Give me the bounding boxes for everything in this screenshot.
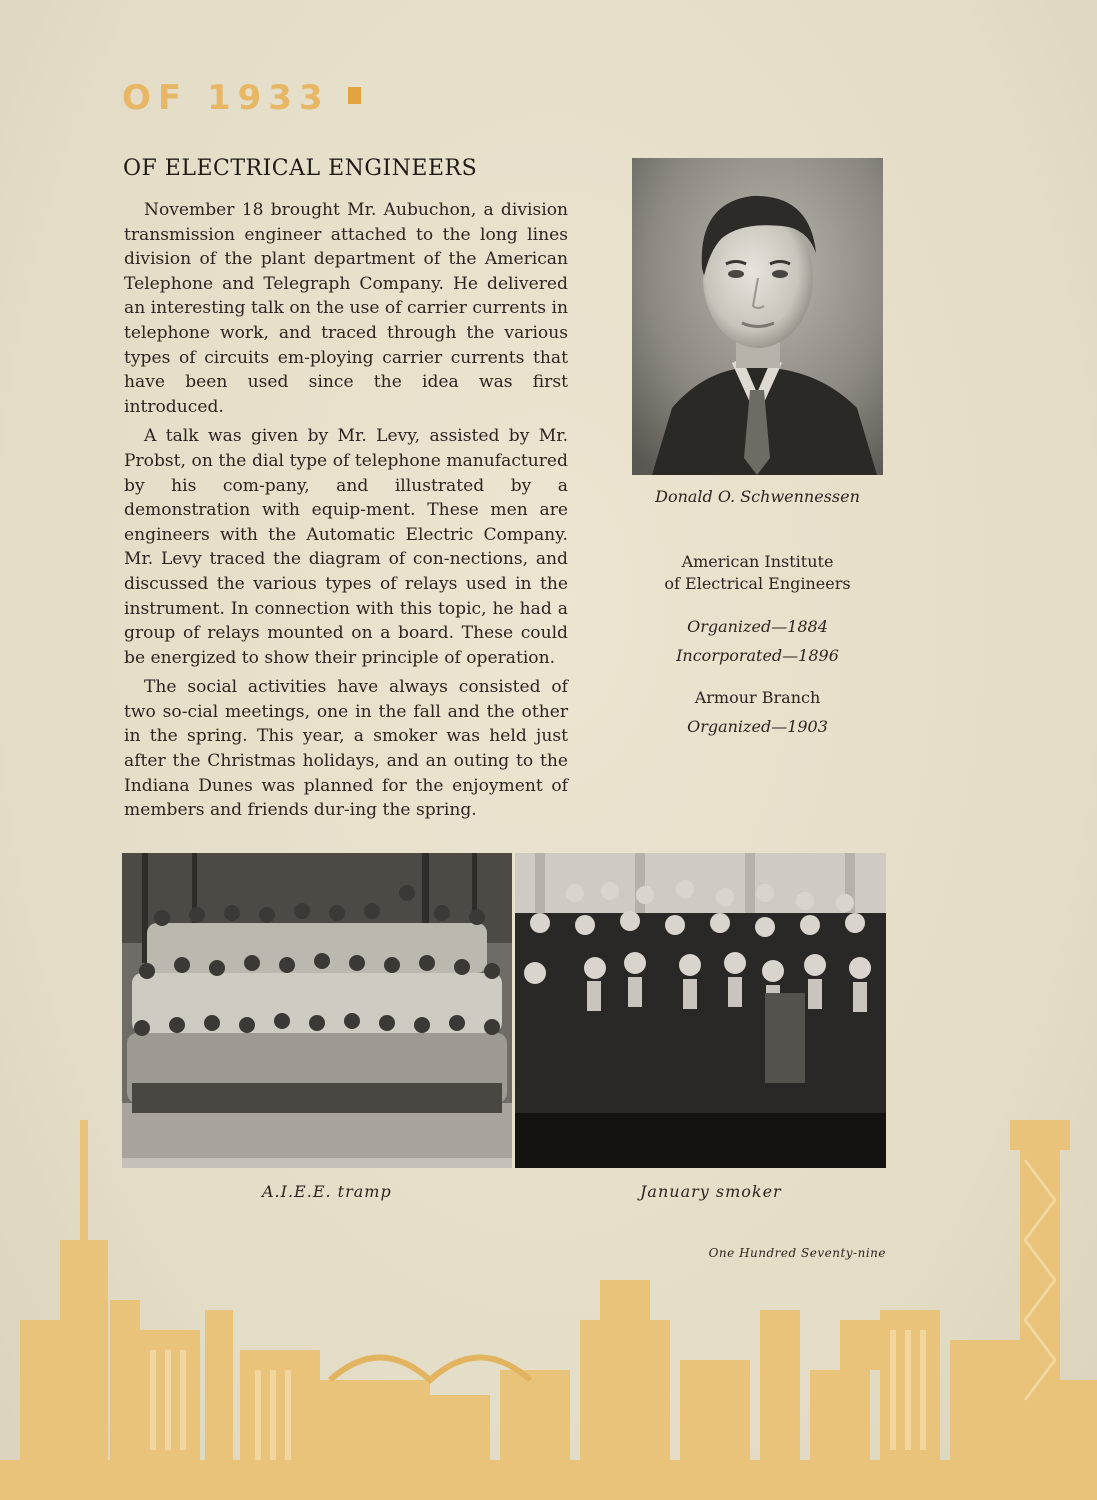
article-body: [124, 198, 568, 828]
branch-organized-date: Organized—1903: [687, 717, 828, 736]
year-banner-text: OF 1933: [122, 78, 330, 118]
page-number: One Hundred Seventy-nine: [708, 1246, 886, 1260]
skyline-illustration: [0, 1080, 1097, 1500]
article-paragraph-2: A talk was given by Mr. Levy, assisted by Mr. Probst, on the dial type of telephone manufactured by his com-pany, and illustrated by a demonstration with equip-ment. These men are engineers with the Automatic Electric Company. Mr. Levy traced the diagram of con-nections, and discussed the various types of relays used in the instrument. In connection with this topic, he had a group of relays mounted on a board. These could be energized to show their principle of operation.: [124, 426, 568, 668]
article-paragraph-1: November 18 brought Mr. Aubuchon, a division transmission engineer attached to the long lines division of the plant department of the American Telephone and Telegraph Company. He delivered an interesting talk on the use of carrier currents in telephone work, and traced through the various types of circuits em-ploying carrier currents that have been used since the idea was first introduced.: [124, 200, 568, 417]
smoker-caption: January smoker: [640, 1182, 782, 1201]
banner-square-ornament: [348, 87, 361, 104]
article-paragraph-3: The social activities have always consisted of two so-cial meetings, one in the fall and the other in the spring. This year, a smoker was held just after the Christmas holidays, and an outing to the Indiana Dunes was planned for the enjoyment of members and friends dur-ing the spring.: [124, 677, 568, 821]
section-title: OF ELECTRICAL ENGINEERS: [123, 156, 478, 181]
portrait-caption: Donald O. Schwennessen: [655, 487, 860, 506]
incorporated-date: Incorporated—1896: [676, 646, 839, 665]
portrait-photo: [632, 158, 883, 475]
year-banner: [122, 78, 361, 118]
institute-name-line2: of Electrical Engineers: [664, 574, 851, 593]
organized-date: Organized—1884: [687, 617, 828, 636]
tramp-caption: A.I.E.E. tramp: [262, 1182, 392, 1201]
branch-name: Armour Branch: [694, 688, 821, 707]
institute-name-line1: American Institute: [681, 552, 834, 571]
